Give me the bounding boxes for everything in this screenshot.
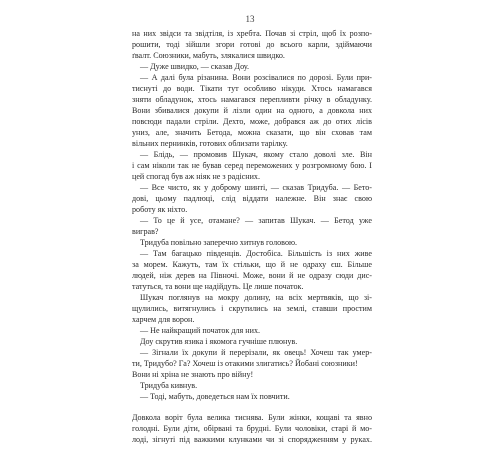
text-line: людей, ніж дерев на Півночі. Може, вони й не одразу сюди дис- (132, 271, 372, 280)
text-line: — Тоді, мабуть, доведеться нам їх повчити. (140, 392, 290, 401)
text-line: — Все чисто, як у доброму шинті, — сказав Тридуба. — Бето- (140, 183, 372, 192)
text-line: харчем для ворон. (132, 315, 195, 324)
text-line: голодні. Були діти, обірвані та брудні. Були чоловіки, старі й мо- (132, 424, 372, 433)
text-line: ґвалт. Союзники, мабуть, злякалися швидко. (132, 51, 285, 60)
text-line: Тридуба повільно заперечно хитнув головою. (140, 238, 298, 247)
text-line: Вони збивалися докупи й лізли один на одного, а довкола них (132, 106, 372, 115)
text-line: Довкола воріт була велика тиснява. Були жінки, кощаві та явно (132, 413, 372, 422)
text-line: щулились, витягнулись і скрутились на землі, ставши простим (132, 304, 372, 313)
text-line: дові, цьому падлюці, слід віддати належне. Він знає свою (132, 194, 372, 203)
text-line: за морем. Кажуть, там їх стільки, що й не одраху єш. Більше (132, 260, 372, 269)
text-line: — Там багацько південців. Достобіса. Більшість із них живе (140, 249, 372, 258)
text-line: на них звідси та звідтіля, із хребта. Почав зі стріл, щоб їх розпо- (132, 29, 372, 38)
text-line: Тридуба кивнув. (140, 381, 198, 390)
text-line: униз, але, значить Бетода, можна сказати, що він сховав там (132, 128, 372, 137)
text-line: повсюди падали стріли. Дехто, може, добрався аж до отих лісів (132, 117, 372, 126)
text-line: — Блідь, — промовив Шукач, якому стало доволі зле. Він (140, 150, 372, 159)
text-line: — Зігнали їх докупи й перерізали, як овець! Хочеш так умер- (140, 348, 372, 357)
text-line: — То це й усе, отамане? — запитав Шукач. — Бетод уже (140, 216, 372, 225)
text-line: Доу скрутив язика і якомога гучніше плюнув. (140, 337, 298, 346)
text-line: лоді, зігнуті під важкими клунками чи зі спорядженням у руках. (132, 435, 372, 444)
page-number: 13 (245, 14, 255, 24)
text-line: рошити, тоді зійшли згори готові до всього карли, здіймаючи (132, 40, 372, 49)
text-line: Вони ні хріна не знають про війну! (132, 370, 254, 379)
text-line: зняти обладунок, хтось намагався перепливти річку в обладунку. (132, 95, 372, 104)
text-line: татуться, та вони ще надійдуть. Це лише початок. (132, 282, 304, 291)
text-line: виграв? (132, 227, 159, 236)
text-line: — А далі була різанина. Вони розсівалися по дорозі. Були при- (140, 73, 372, 82)
text-line: роботу як ніхто. (132, 205, 188, 214)
text-line: — Не найкращий початок для них. (140, 326, 261, 335)
text-line: цей спогад був аж ніяк не з радісних. (132, 172, 260, 181)
text-line: вільних пернинків, готових облизати тарілку. (132, 139, 288, 148)
text-line: — Дуже швидко, — сказав Доу. (140, 62, 250, 71)
text-line: Шукач поглянув на мокру долину, на всіх мертвяків, що зі- (140, 293, 372, 302)
text-line: тиснуті до води. Тікати тут особливо нікуди. Хтось намагався (132, 84, 372, 93)
text-line: ти, Тридубо? Га? Хочеш із отакими злигатись? Йобані союзники! (132, 359, 358, 368)
text-line: і сам ніколи так не бував серед переможених у розгромному бою. І (132, 161, 372, 170)
